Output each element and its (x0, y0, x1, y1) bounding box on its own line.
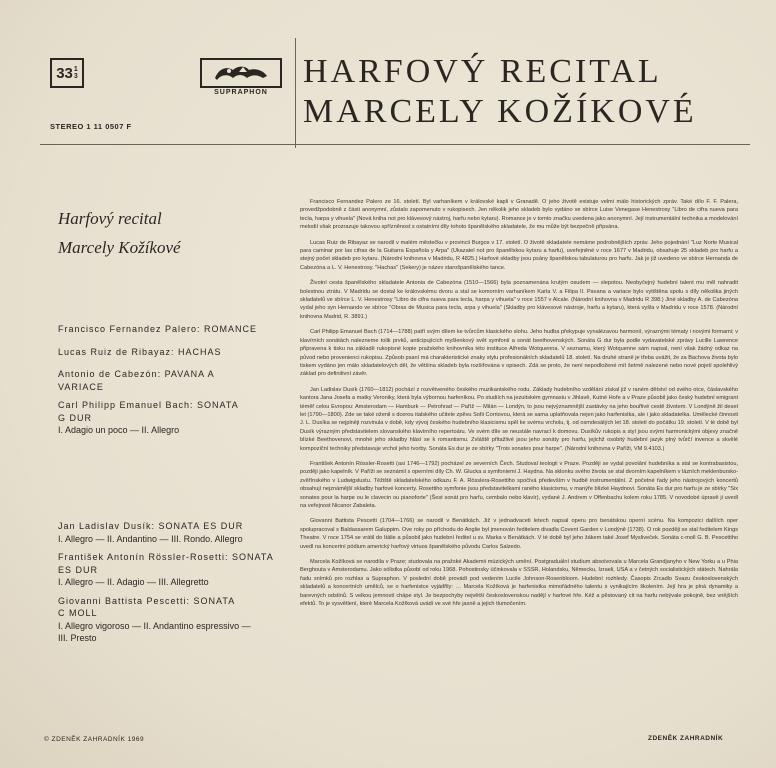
rpm-main: 33 (56, 64, 73, 82)
liner-notes (300, 198, 738, 615)
note-paragraph-ribayaz: Lucas Ruiz de Ribayaz se narodil v malém městečku v provincii Burgos v 17. století. O životě skladatele nemáme podrobnějších zpráv. Jeho pojednání "Luz Norte Musical para caminar por las cifras de la Guitarra Española y Arpa" (Ukazatel not pro španělskou kytaru a harfu), uveřejněné v roce 1677 v Madridu, obsahuje 25 skladeb pro harfu a stejný počet skladeb pro kytaru. (Národní knihovna v Madridu, R 4825.) Harfové skladby jsou psány španělskou tabulaturou pro harfu. Jak je již uvedeno ve sbírce Hernanda de Cabezóna a L. V. Henestrosy. "Hachas" (Sekery) je název starošpanělského tance. (300, 239, 738, 271)
note-paragraph-dusik: Jan Ladislav Dusík (1760—1812) pochází z rozvětveného českého muzikantského rodu. Základy hudebního vzdělání získal již v raném dětství od svého otce, čáslavského kantora Jana Josefa a matky Veroniky, která byla výbornou harfeníkou. Po studiích na jezuitském gymnasiu v Jihlavě, Kutné Hoře a v Praze působil jako český hudební emigrant téměř celou Evropou: Amsterodam — Hamburk — Petrohrad — Paříž — Milán — Londýn, to jsou nejvýznamnější zastávky na jeho bouřlivé cestě životem. V Londýně žil deset let (1790—1800). Zde se také oženil s dcerou italského učitele zpěvu Sofii Corriovou, která se sama uplatňovala nejen jako harfenistka, ale i jako skladatelka. Umělecké činnosti J. L. Dusíka se nejplněji rozvinula v době, kdy vývoj českého hudebního klasicismu spěl ke svému vrcholu, tj. od osmdesátých let 18. století do počátku 19. století. V té době byl Dusík výrazným představitelem slovanského klavírního repertoáru. Ve svém díle se neustále navrací k domovu. Dusíkův rukopis a styl jsou svými harmonickými objevy značně blízké Beethovenovi, mnohé jeho skladby hlásí se k romantismu. Zvláště přitažlivé jsou jeho sonáty pro harfu, jejichž osobitý hudební jazyk plný tvůrčí invence a skvělé kompoziční techniky představuje vrchol jeho tvorby. Sonáta Es dur je ze sbírky "Trois sonates pour harpe". (Národní knihovna v Paříži, VM 9.4103.) (300, 386, 738, 452)
track-line: C MOLL (58, 608, 98, 618)
track-line: Lucas Ruiz de Ribayaz: HACHAS (58, 346, 222, 357)
tracklist-side-b (58, 520, 274, 645)
left-title (58, 204, 181, 262)
album-title-line-1: HARFOVÝ RECITAL (303, 53, 662, 90)
track-movements: I. Allegro vigoroso — II. Andantino espressivo — (58, 620, 251, 631)
track-movements: III. Presto (58, 633, 97, 643)
track-line: Carl Philipp Emanuel Bach: SONATA (58, 400, 239, 410)
track-movements: I. Adagio un poco — II. Allegro (58, 425, 180, 435)
note-paragraph-bach: Carl Philipp Emanuel Bach (1714—1788) patří svým dílem ke tvůrcům klasického slohu. Jeho hudba překypuje vynalézavou harmonií, výraznými tématy i novými formami; v klavírních sonátách nalezneme tolik prvků, anticipujících myšlenkový svět symfonií a sonát beethovenských. Sonáta G dur byla podle vydavatelské zprávy Lucille Lawrence připravena k tisku na základě rukopisné kopie pražského knihovníka této instituce Alfreda Wotquenna. V seznamu, který Wotquenne sám napsal, není však žádný odkaz na původ nebo provenienci rukopisu. Způsob psaní má charakteristické znaky stylu profesionálních skladatelů 18. století. Na druhé straně je třeba uvážit, že za Bachova života bylo tiskem vydáno jen málo skladatelových děl, že většina skladeb byla rozšiřována v opisech. Zdá se proto, že není nepodložené mít šetrně nalezené nebo nové pojetí spolehlivý základ pro definitivní závěr. (300, 329, 738, 378)
track-line: G DUR (58, 412, 92, 423)
album-title (303, 52, 697, 132)
label-name: SUPRAPHON (214, 89, 268, 96)
track-line: ES DUR (58, 564, 99, 575)
header-divider-vertical (295, 38, 296, 148)
left-title-line-2: Marcely Kožíkové (58, 238, 181, 257)
track-line: Antonio de Cabezón: PAVANA A (58, 369, 215, 379)
track-line: Giovanni Battista Pescetti: SONATA (58, 595, 236, 606)
supraphon-logo (200, 58, 282, 98)
note-paragraph-rosetti: František Antonín Rössler-Rosetti (asi 1746—1792) pocházel ze severních Čech. Studoval teologii v Praze. Později se vydal povolání hudebníka a stal se kontrabasistou, později jako kapelník. V Paříži se seznámil s operními díly Ch. W. Glucka a symfoniemi J. Haydna. Na sklonku svého života se stal dvorním kapelníkem v lázních meklenbursko-zvěřínského v Ludwigslustu. Těžiště skladatelského odkazu F. A. Rösslera-Rosettiho spočívá především v hudbě instrumentální. Z početné řady jeho nástrojových koncertů obsahují nejznámější skladby harfové koncerty. Rosettiho symfonie jsou představitelkami raného klasicismu, v manýře blízké Haydnovi. Sonáta Es dur pro harfu je ze sbírky "Six sonates pour la harpe ou le clavecin ou pianoforte" (Šest sonát pro harfu, cembalo nebo klavír), vydané J. Andrem v Offenbachu kolem roku 1785. V novodobé úpravě ji uvedl na veřejnost Nicanor Zabaleta. (300, 460, 738, 509)
rpm-numerator: 1 (73, 66, 78, 73)
track-line: Francisco Fernandez Palero: ROMANCE (58, 324, 258, 334)
note-paragraph-kozikova: Marcela Kožíková se narodila v Praze; studovala na pražské Akademii múzických umění. Postgraduální studium absolvovala u Marcela Grandjanyho v New Yorku a u Phia Berghouta v Amsterodamu. Jako sólistka působí od roku 1968. Pohostinsky účinkovala v SSSR, Holandsku, Německu, Izraeli, USA a v četných socialistických státech. Nahrála řadu snímků pro rozhlas a Supraphon. V poslední době provádí pod vedením Lucile Johnson-Rosenbloom. Hudební rozhledy. Časopis Zrcadlo Svazu československých skladatelů a koncertních umělců, se o harfenistce vyjádřily: … Marcela Kožíková je harfenistka mimořádného talentu s vynikajícím školením. Její hra je plná dynamiky a barevných odstínů. S velkou jemností chápe styl. Je bezpochyby největší československou nadějí v harfové hře. Kéž a pěstovaný cit na harfu nebývale pokojně, bez vnějších efektů. To je vysvětlení, které Marcela Kožíková uvádí ve své hře jasně a jejich tlumočením. (300, 559, 738, 608)
author-signature: ZDENĚK ZAHRADNÍK (648, 735, 724, 742)
track-line: VARIACE (58, 381, 104, 392)
left-title-line-1: Harfový recital (58, 209, 162, 228)
rpm-denominator: 3 (73, 73, 78, 80)
track-line: František Antonín Rössler-Rosetti: SONATA (58, 552, 274, 562)
catalog-number: STEREO 1 11 0507 F (50, 122, 132, 131)
track-movements: I. Allegro — II. Andantino — III. Rondo. Allegro (58, 533, 243, 544)
note-paragraph-pescetti: Giovanni Battista Pescetti (1704—1766) se narodil v Benátkách. Již v jednadvaceti letech napsal operu pro benátskou operní scénu. Na kompozici dalších oper spolupracoval s Baldassarem Galuppim. Ove roky po příchodu do Anglie byl jmenován ředitelem divadla Covent Garden v Londýně (1738). O rok později se stal ředitelem Kings Theatre. V roce 1754 se vrátil do Itálie a působil jako hudební ředitel u sv. Marka v Benátkách. V té době byl jeho žákem také Josef Mysliveček. Sonáta c-moll G. B. Pescettiho uvedl na koncertní pódium americký harfový virtuos španělského původu Carlos Salzedo. (300, 518, 738, 550)
lion-emblem-icon (200, 58, 282, 88)
track-movements: I. Allegro — II. Adagio — III. Allegretto (58, 577, 209, 587)
copyright: © ZDENĚK ZAHRADNÍK 1969 (44, 736, 145, 743)
note-paragraph-palero: Francisco Fernandez Palero ze 16. století. Byl varhaníkem v královské kapli v Granadě. O jeho životě existuje velmi málo historických zpráv. Také dílo F. F. Palera, provedžpodobně z části anonymní, zůstalo zapomenuto v rukopisech. Jen několik jeho skladeb bylo vydáno ve sbírce Luise Venegase Henestrosy "Libro de cifra nueva para tecla, harpa y vihuela" (Nová kniha not pro klávesový nástroj, harfu nebo kytaru). Romance je v tomto značku uvedena jako anonymní. Její instrumentální technika a modelování melodií však prozrazuje takovou spřízněnost s ostatními díly tohoto španělského skladatele, že mu může být bezpečně připsána. (300, 199, 738, 231)
track-line: Jan Ladislav Dusík: SONATA ES DUR (58, 521, 244, 531)
rpm-badge (50, 58, 84, 88)
note-paragraph-cabezon: Životní cesta španělského skladatele Antonia de Cabezóna (1510—1566) byla poznamenána krutým osudem — slepotou. Neobyčejný hudební talent mu měl nahradit bolestnou ztrátu. V Madridu se dostal ke královskému dvoru a stal se komorním varhaníkem Karla V. a Filipa II. Pavana a variace bylo vytištěna spolu s díly několika jiných skladatelů ve sbírce L. V. Henestrosy "Libro de cifra nueva para tecla, harpa y vihuela" v roce 1557 v Alcale. (Národní knihovna v Madridu R 398.) Jiné skladby A. de Cabezóna vydal jeho syn Hernando ve sbírce "Obras de Musica para tecla, arpa y vihuela" (Skladby pro klávesové nástroje, harfu a kytaru), která vyšla v Madridu v roce 1578. (Národní knihovna Madrid, R. 3891.) (300, 280, 738, 320)
album-title-line-2: MARCELY KOŽÍKOVÉ (303, 93, 697, 130)
tracklist-side-a (58, 323, 257, 437)
rpm-fraction (74, 66, 78, 80)
header-divider-horizontal (40, 144, 750, 145)
